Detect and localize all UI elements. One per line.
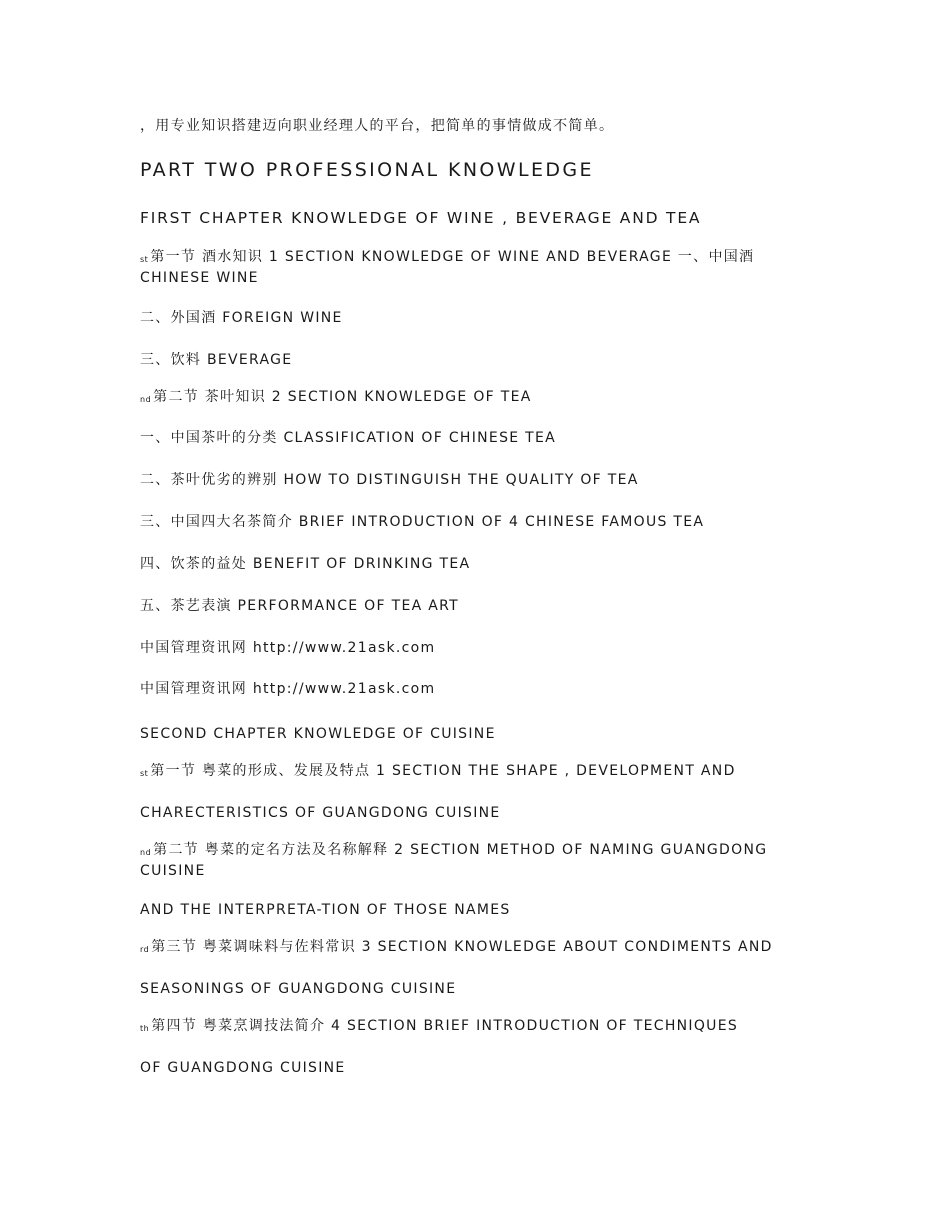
ordinal-suffix: st	[140, 255, 149, 264]
list-item-foreign-wine: 二、外国酒 FOREIGN WINE	[140, 310, 343, 326]
ordinal-suffix: th	[140, 1024, 150, 1033]
section-cuisine-techniques-cont: OF GUANGDONG CUISINE	[140, 1060, 346, 1076]
intro-line: ，用专业知识搭建迈向职业经理人的平台，把简单的事情做成不简单。	[140, 118, 615, 134]
chapter-title-wine-tea: FIRST CHAPTER KNOWLEDGE OF WINE , BEVERAGE AND TEA	[140, 209, 702, 227]
section-cuisine-techniques	[140, 1017, 820, 1038]
ordinal-suffix: nd	[140, 395, 152, 404]
section-cuisine-condiments	[140, 938, 820, 959]
list-item-tea-quality: 二、茶叶优劣的辨别 HOW TO DISTINGUISH THE QUALITY OF TEA	[140, 472, 639, 488]
section-wine-beverage	[140, 248, 820, 288]
section-text: 第一节 酒水知识 1 SECTION KNOWLEDGE OF WINE AND BEVERAGE 一、中国酒 CHINESE WINE	[140, 249, 755, 286]
section-text: 第四节 粤菜烹调技法简介 4 SECTION BRIEF INTRODUCTION OF TECHNIQUES	[151, 1018, 739, 1034]
part-title: PART TWO PROFESSIONAL KNOWLEDGE	[140, 159, 594, 181]
list-item-beverage: 三、饮料 BEVERAGE	[140, 352, 293, 368]
chapter-title-cuisine: SECOND CHAPTER KNOWLEDGE OF CUISINE	[140, 726, 496, 742]
ordinal-suffix: rd	[140, 945, 150, 954]
list-item-famous-tea: 三、中国四大名茶简介 BRIEF INTRODUCTION OF 4 CHINESE FAMOUS TEA	[140, 514, 705, 530]
site-footer-line: 中国管理资讯网 http://www.21ask.com	[140, 640, 436, 656]
section-text: 第二节 茶叶知识 2 SECTION KNOWLEDGE OF TEA	[153, 389, 532, 405]
section-text: 第三节 粤菜调味料与佐料常识 3 SECTION KNOWLEDGE ABOUT CONDIMENTS AND	[151, 939, 773, 955]
section-cuisine-shape-cont: CHARECTERISTICS OF GUANGDONG CUISINE	[140, 805, 501, 821]
section-text: 第一节 粤菜的形成、发展及特点 1 SECTION THE SHAPE , DEVELOPMENT AND	[150, 763, 736, 779]
section-cuisine-naming	[140, 841, 820, 881]
site-header-line: 中国管理资讯网 http://www.21ask.com	[140, 681, 436, 697]
section-cuisine-shape	[140, 762, 820, 783]
section-cuisine-condiments-cont: SEASONINGS OF GUANGDONG CUISINE	[140, 981, 457, 997]
section-cuisine-naming-cont: AND THE INTERPRETA-TION OF THOSE NAMES	[140, 902, 511, 918]
section-text: 第二节 粤菜的定名方法及名称解释 2 SECTION METHOD OF NAMING GUANGDONG CUISINE	[140, 842, 768, 879]
list-item-tea-benefit: 四、饮茶的益处 BENEFIT OF DRINKING TEA	[140, 556, 471, 572]
list-item-tea-classification: 一、中国茶叶的分类 CLASSIFICATION OF CHINESE TEA	[140, 430, 557, 446]
ordinal-suffix: st	[140, 769, 149, 778]
ordinal-suffix: nd	[140, 848, 152, 857]
section-tea	[140, 388, 820, 409]
list-item-tea-art: 五、茶艺表演 PERFORMANCE OF TEA ART	[140, 598, 459, 614]
